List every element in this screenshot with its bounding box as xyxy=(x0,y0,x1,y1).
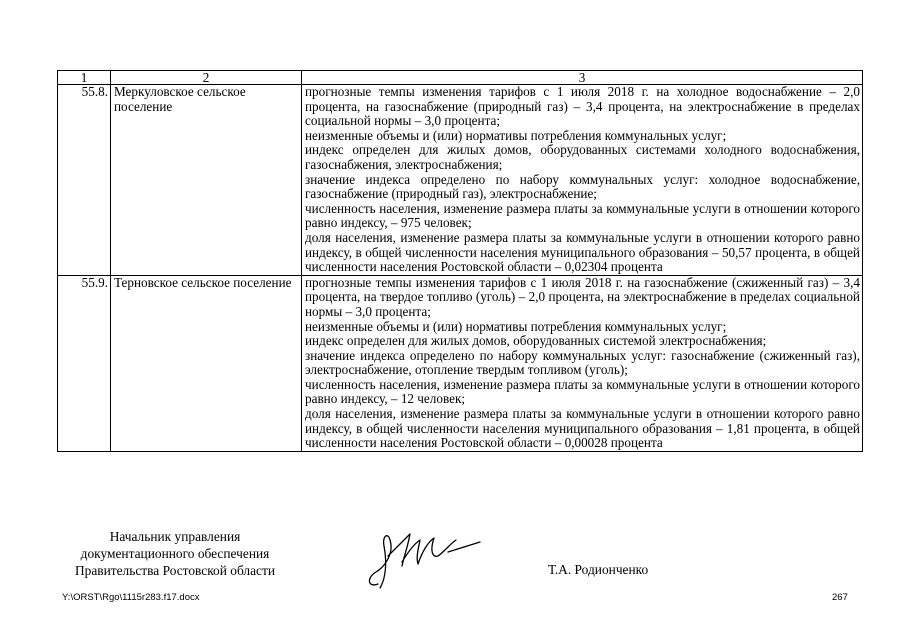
data-table xyxy=(57,70,863,452)
row-number: 55.8. xyxy=(58,85,111,276)
signer-name: Т.А. Родионченко xyxy=(548,562,649,577)
row-description xyxy=(302,85,863,276)
description-line: индекс определен для жилых домов, оборудованных системой электроснабжения; xyxy=(305,333,767,349)
settlement-name: Терновское сельское поселение xyxy=(111,275,302,451)
description-line: доля населения, изменение размера платы за коммунальные услуги в отношении которого равно индексу, в общей численности населения муниципального образования – 1,81 процента, в общей численности населения Ростовской области – 0,00028 процента xyxy=(305,406,860,451)
table-row xyxy=(58,85,863,276)
description-line: неизменные объемы и (или) нормативы потребления коммунальных услуг; xyxy=(305,318,727,334)
position-line: документационного обеспечения xyxy=(80,546,270,561)
description-line: прогнозные темпы изменения тарифов с 1 июля 2018 г. на газоснабжение (сжиженный газ) – 3,4 процента, на твердое топливо (уголь) – 2,0 процента, на электроснабжение в пределах социальной нормы – 3,0 процента; xyxy=(305,274,860,319)
description-line: значение индекса определено по набору коммунальных услуг: газоснабжение (сжиженный газ), электроснабжение, отопление твердым топливом (уголь); xyxy=(305,347,860,378)
description-line: индекс определен для жилых домов, оборудованных системами холодного водоснабжения, газоснабжения, электроснабжения; xyxy=(305,142,860,172)
settlement-name: Меркуловское сельское поселение xyxy=(111,85,302,276)
description-line: значение индекса определено по набору коммунальных услуг: холодное водоснабжение, газоснабжение (природный газ), электроснабжение; xyxy=(305,171,860,202)
table-header-row xyxy=(58,71,863,85)
description-line: численность населения, изменение размера платы за коммунальные услуги в отношении которого равно индексу, – 12 человек; xyxy=(305,376,860,407)
handwritten-signature xyxy=(360,522,490,597)
description-line: численность населения, изменение размера платы за коммунальные услуги в отношении которого равно индексу, – 975 человек; xyxy=(305,200,860,231)
position-line: Начальник управления xyxy=(109,529,241,544)
position-line: Правительства Ростовской области xyxy=(74,563,276,578)
header-col-1: 1 xyxy=(58,71,111,85)
page-number: 267 xyxy=(832,592,848,603)
description-line: неизменные объемы и (или) нормативы потребления коммунальных услуг; xyxy=(305,127,727,143)
signer-position xyxy=(60,528,290,579)
description-line: доля населения, изменение размера платы за коммунальные услуги в отношении которого равно индексу, в общей численности населения муниципального образования – 50,57 процента, в общей численности населения Ростовской области – 0,02304 процента xyxy=(305,229,860,275)
table-row xyxy=(58,275,863,451)
file-path: Y:\ORST\Rgo\1115r283.f17.docx xyxy=(62,592,200,603)
row-description xyxy=(302,275,863,451)
row-number: 55.9. xyxy=(58,275,111,451)
description-line: прогнозные темпы изменения тарифов с 1 июля 2018 г. на холодное водоснабжение – 2,0 процента, на газоснабжение (природный газ) – 3,4 процента, на электроснабжение в пределах социальной нормы – 3,0 процента; xyxy=(305,84,860,129)
header-col-2: 2 xyxy=(111,71,302,85)
header-col-3: 3 xyxy=(302,71,863,85)
